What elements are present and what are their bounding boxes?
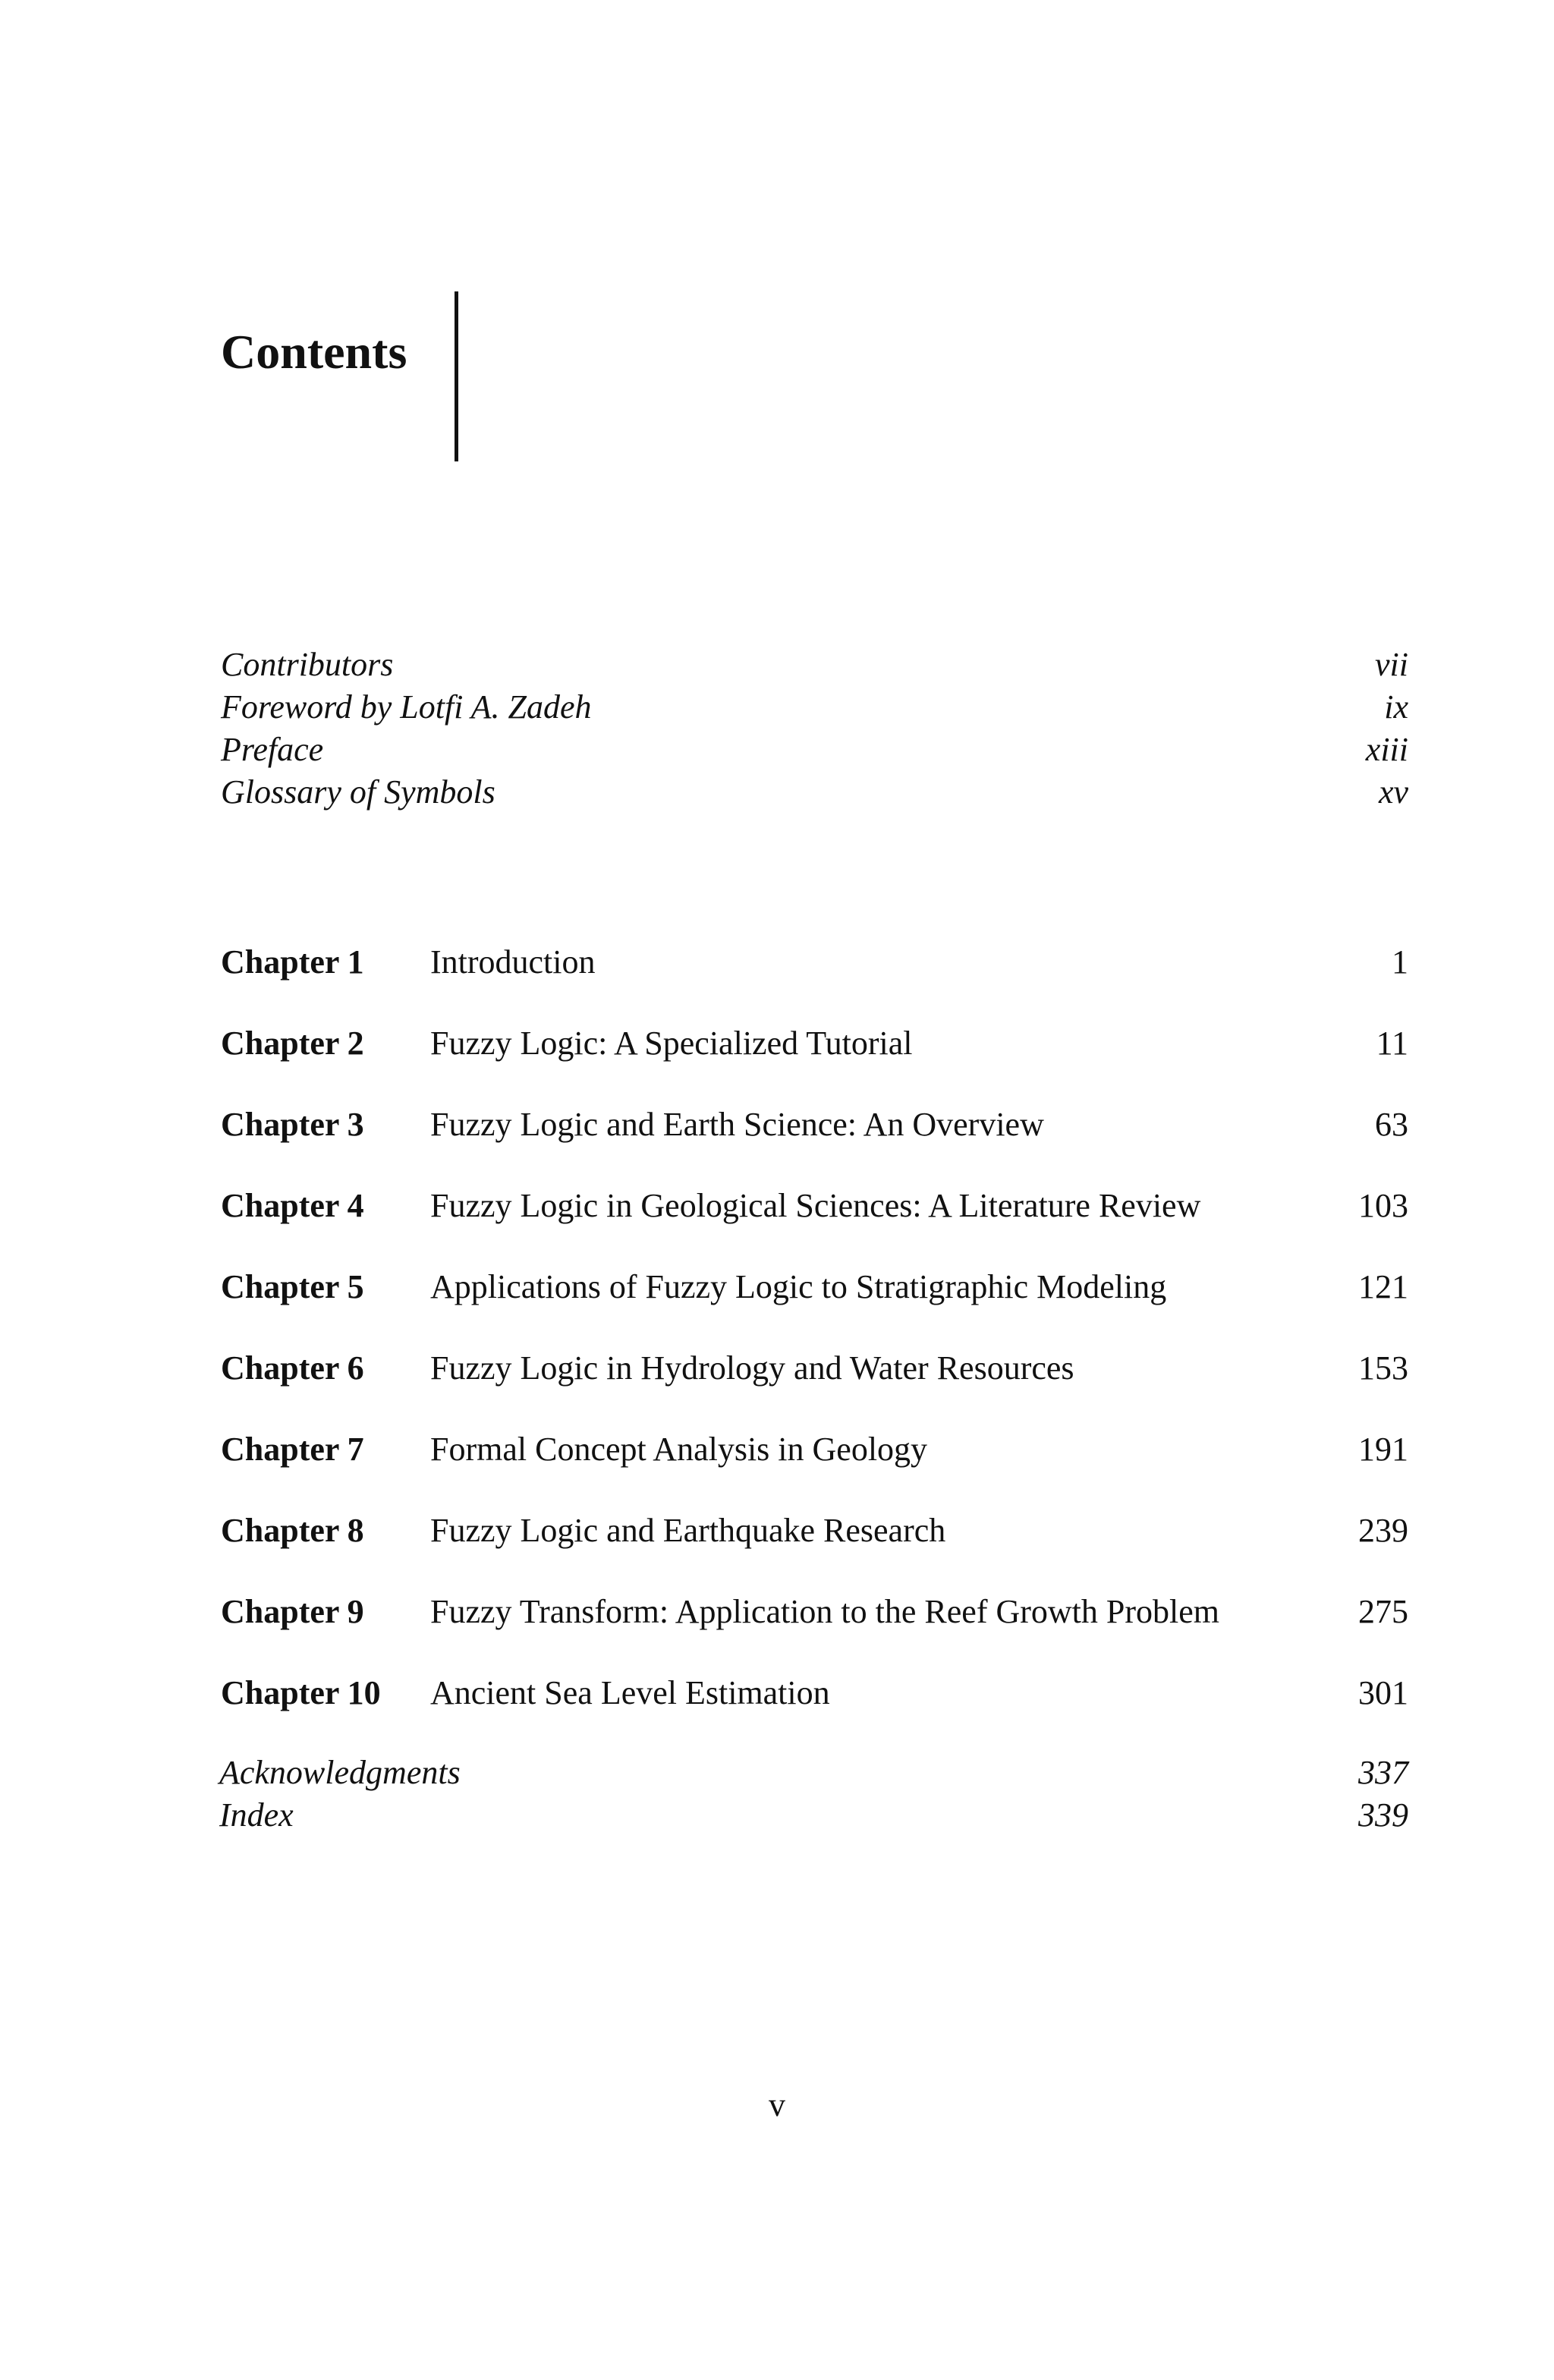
entry-title: Glossary of Symbols (221, 773, 495, 811)
chapter-label: Chapter 1 (221, 943, 364, 981)
chapter-page-number: 121 (1358, 1268, 1408, 1305)
front-matter-list (221, 644, 1408, 814)
chapter-page-number: 239 (1358, 1512, 1408, 1549)
entry-title: Index (219, 1796, 294, 1834)
chapter-entry-8[interactable] (221, 1506, 1408, 1588)
entry-page-number: 339 (1358, 1796, 1408, 1834)
entry-page-number: vii (1375, 646, 1408, 683)
entry-page-number: xiii (1365, 731, 1408, 768)
chapter-page-number: 11 (1376, 1025, 1408, 1062)
chapter-entry-2[interactable] (221, 1019, 1408, 1100)
chapter-page-number: 103 (1358, 1187, 1408, 1224)
chapter-title: Fuzzy Logic in Geological Sciences: A Literature Review (430, 1187, 1201, 1224)
chapter-label: Chapter 2 (221, 1025, 364, 1062)
chapter-page-number: 275 (1358, 1593, 1408, 1630)
entry-page-number: ix (1384, 688, 1408, 726)
chapter-page-number: 153 (1358, 1349, 1408, 1387)
chapter-title: Fuzzy Logic in Hydrology and Water Resources (430, 1349, 1074, 1387)
chapter-entry-7[interactable] (221, 1425, 1408, 1506)
chapter-label: Chapter 10 (221, 1674, 381, 1711)
chapter-title: Fuzzy Logic and Earthquake Research (430, 1512, 946, 1549)
back-matter-entry-index[interactable] (219, 1794, 1408, 1837)
entry-page-number: 337 (1358, 1754, 1408, 1791)
chapter-label: Chapter 5 (221, 1268, 364, 1305)
front-matter-entry-foreword[interactable] (221, 686, 1408, 729)
page-folio-number: v (769, 2086, 785, 2123)
chapter-title: Fuzzy Transform: Application to the Reef Growth Problem (430, 1593, 1219, 1630)
chapter-entry-9[interactable] (221, 1588, 1408, 1669)
heading-vertical-rule (455, 291, 458, 461)
back-matter-entry-acknowledgments[interactable] (219, 1752, 1408, 1794)
chapter-title: Ancient Sea Level Estimation (430, 1674, 830, 1711)
page-title: Contents (221, 325, 407, 379)
entry-title: Foreword by Lotfi A. Zadeh (221, 688, 592, 726)
chapter-label: Chapter 6 (221, 1349, 364, 1387)
chapter-label: Chapter 8 (221, 1512, 364, 1549)
back-matter-list (219, 1752, 1408, 1837)
entry-title: Acknowledgments (219, 1754, 461, 1791)
chapter-title: Fuzzy Logic and Earth Science: An Overview (430, 1106, 1044, 1143)
chapter-title: Fuzzy Logic: A Specialized Tutorial (430, 1025, 913, 1062)
chapter-entry-10[interactable] (221, 1669, 1408, 1750)
chapter-entry-6[interactable] (221, 1344, 1408, 1425)
chapter-title: Introduction (430, 943, 596, 981)
chapter-page-number: 301 (1358, 1674, 1408, 1711)
front-matter-entry-glossary[interactable] (221, 771, 1408, 814)
chapter-title: Applications of Fuzzy Logic to Stratigraphic Modeling (430, 1268, 1167, 1305)
chapter-page-number: 191 (1358, 1431, 1408, 1468)
chapter-page-number: 1 (1392, 943, 1408, 981)
front-matter-entry-contributors[interactable] (221, 644, 1408, 686)
chapter-page-number: 63 (1375, 1106, 1408, 1143)
chapter-list (221, 938, 1408, 1750)
chapter-entry-5[interactable] (221, 1263, 1408, 1344)
chapter-entry-4[interactable] (221, 1182, 1408, 1263)
chapter-label: Chapter 9 (221, 1593, 364, 1630)
chapter-title: Formal Concept Analysis in Geology (430, 1431, 928, 1468)
chapter-label: Chapter 3 (221, 1106, 364, 1143)
entry-page-number: xv (1378, 773, 1408, 811)
chapter-label: Chapter 7 (221, 1431, 364, 1468)
chapter-entry-3[interactable] (221, 1100, 1408, 1182)
chapter-entry-1[interactable] (221, 938, 1408, 1019)
chapter-label: Chapter 4 (221, 1187, 364, 1224)
entry-title: Preface (221, 731, 324, 768)
front-matter-entry-preface[interactable] (221, 729, 1408, 771)
entry-title: Contributors (221, 646, 394, 683)
